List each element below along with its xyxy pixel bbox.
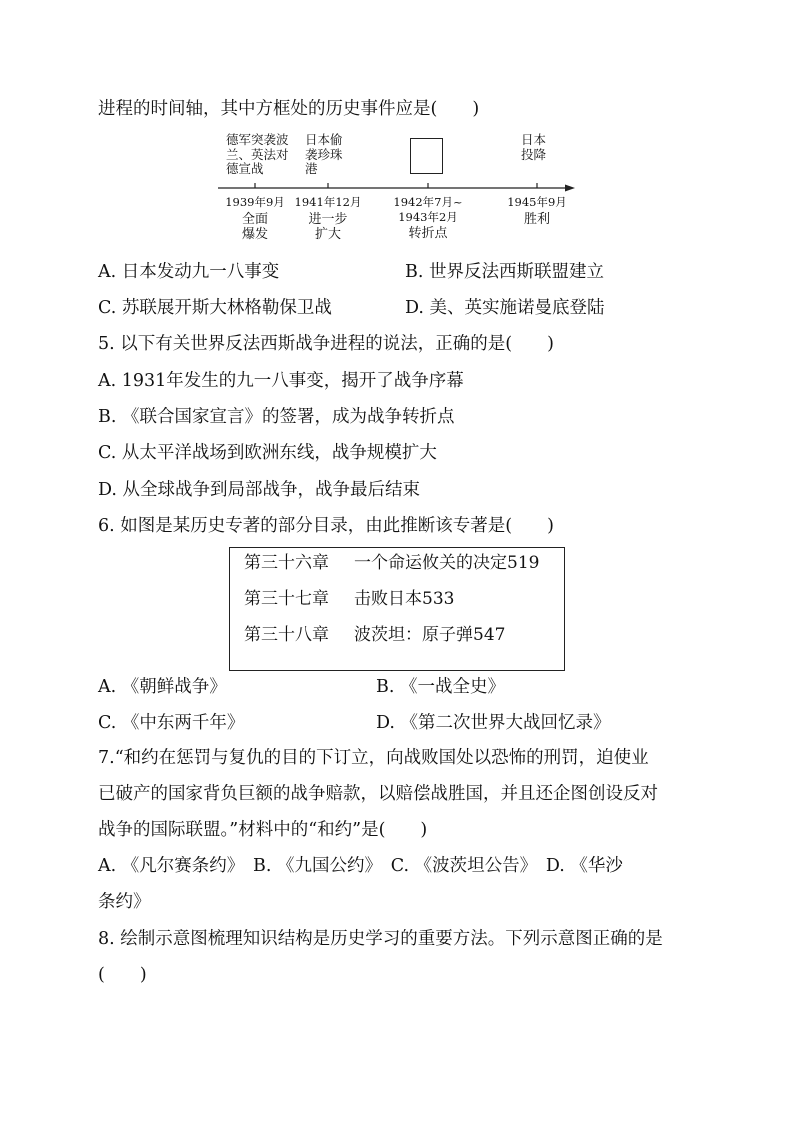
timeline-event-3-line-1: 日本 (521, 132, 547, 147)
q5-option-b[interactable]: B. 《联合国家宣言》的签署，成为战争转折点 (98, 407, 455, 427)
q6-option-a[interactable]: A. 《朝鲜战争》 (98, 677, 227, 697)
timeline-stage-2-line-2: 扩大 (314, 227, 341, 242)
timeline-date-1: 1939年9月 (225, 195, 285, 209)
toc-chapter: 第三十七章 (244, 589, 329, 609)
toc-row-37 (244, 588, 454, 610)
timeline-event-2-line-2: 袭珍珠 (305, 146, 343, 162)
q5-option-a[interactable]: A. 1931年发生的九一八事变，揭开了战争序幕 (98, 371, 464, 391)
timeline-stage-2 (293, 212, 363, 242)
q6-stem: 6. 如图是某历史专著的部分目录，由此推断该专著是( ) (98, 516, 554, 536)
toc-row-38 (244, 624, 505, 646)
timeline-stage-1 (225, 212, 285, 242)
q4-option-c[interactable]: C. 苏联展开斯大林格勒保卫战 (98, 298, 332, 318)
timeline-stage-4-line-1: 胜利 (523, 212, 550, 227)
q6-option-b[interactable]: B. 《一战全史》 (376, 677, 505, 697)
q7-stem-line-3: 战争的国际联盟。”材料中的“和约”是( ) (98, 820, 428, 840)
q4-option-a[interactable]: A. 日本发动九一八事变 (98, 262, 280, 282)
timeline-event-2-line-1: 日本偷 (305, 132, 343, 147)
q5-option-d[interactable]: D. 从全球战争到局部战争，战争最后结束 (98, 480, 421, 500)
toc-row-36 (244, 552, 539, 574)
toc-box (229, 547, 565, 671)
q6-option-d[interactable]: D. 《第二次世界大战回忆录》 (376, 713, 611, 733)
q7-options[interactable]: A. 《凡尔赛条约》 B. 《九国公约》 C. 《波茨坦公告》 D. 《华沙 (98, 856, 623, 876)
timeline-date-4: 1943年2月 (398, 210, 458, 224)
q5-option-c[interactable]: C. 从太平洋战场到欧洲东线，战争规模扩大 (98, 443, 437, 463)
timeline-stage-1-line-2: 爆发 (241, 227, 268, 242)
timeline-stage-2-line-1: 进一步 (308, 212, 348, 227)
timeline-stage-3 (393, 226, 463, 241)
toc-chapter: 第三十八章 (244, 625, 329, 645)
q4-option-d[interactable]: D. 美、英实施诺曼底登陆 (405, 298, 605, 318)
q4-option-b[interactable]: B. 世界反法西斯联盟建立 (405, 262, 604, 282)
timeline-event-3-line-2: 投降 (521, 146, 547, 162)
q7-options-continued[interactable]: 条约》 (98, 892, 151, 912)
toc-title: 一个命运攸关的决定519 (354, 553, 540, 573)
timeline-event-2-line-3: 港 (305, 161, 318, 176)
q6-option-c[interactable]: C. 《中东两千年》 (98, 713, 245, 733)
timeline-event-1-line-2: 兰、英法对 (226, 146, 289, 162)
timeline-arrowhead (565, 185, 575, 192)
timeline-event-1-line-3: 德宣战 (226, 161, 264, 176)
timeline-date-5: 1945年9月 (507, 195, 567, 209)
q8-stem-line-2: ( ) (98, 965, 147, 985)
q7-stem-line-1: 7.“和约在惩罚与复仇的目的下订立，向战败国处以恐怖的刑罚，迫使业 (98, 748, 649, 768)
timeline-stage-3-line-1: 转折点 (408, 226, 448, 241)
toc-title: 击败日本533 (354, 589, 455, 609)
q4-stem-tail: 进程的时间轴，其中方框处的历史事件应是( ) (98, 99, 480, 119)
q5-stem: 5. 以下有关世界反法西斯战争进程的说法，正确的是( ) (98, 334, 554, 354)
toc-title: 波茨坦：原子弹547 (354, 625, 506, 645)
q8-stem-line-1: 8. 绘制示意图梳理知识结构是历史学习的重要方法。下列示意图正确的是 (98, 929, 663, 949)
timeline-date-2: 1941年12月 (294, 195, 362, 209)
timeline-stage-4 (502, 212, 572, 227)
toc-chapter: 第三十六章 (244, 553, 329, 573)
timeline-date-3: 1942年7月~ (393, 195, 463, 209)
timeline-event-1-line-1: 德军突袭波 (226, 132, 289, 147)
q7-stem-line-2: 已破产的国家背负巨额的战争赔款，以赔偿战胜国，并且还企图创设反对 (98, 784, 658, 804)
timeline-stage-1-line-1: 全面 (241, 212, 268, 227)
